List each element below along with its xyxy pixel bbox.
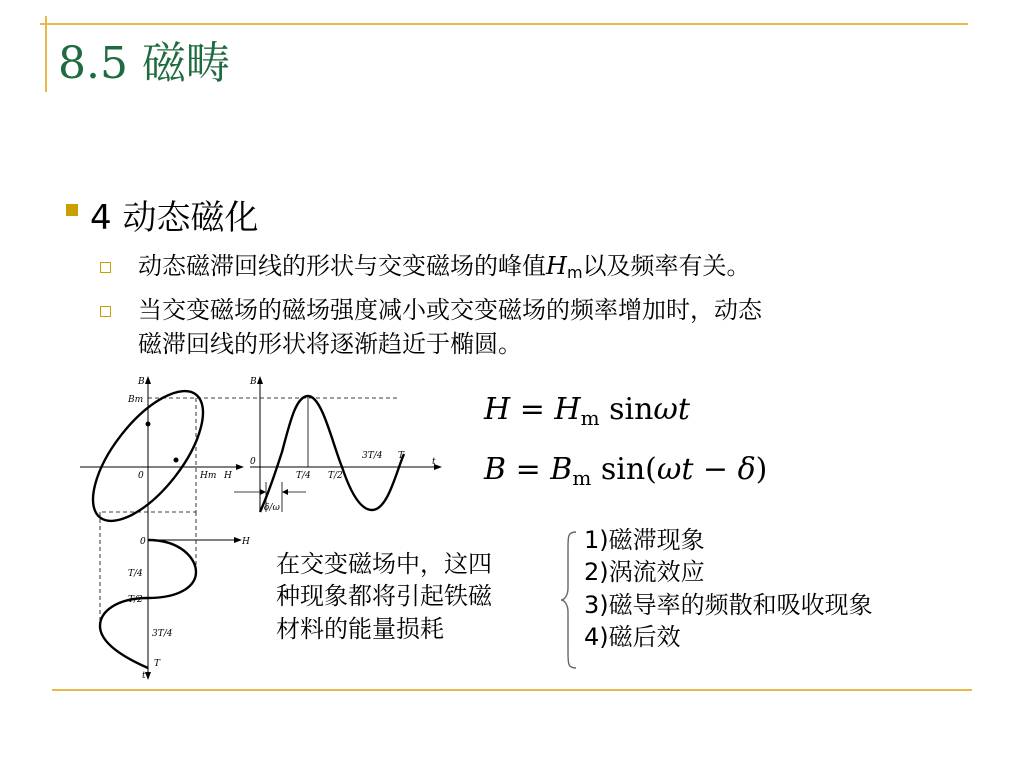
bh-b-arrow [145, 376, 151, 384]
bt-label-T: T [398, 451, 405, 461]
eq1-lhs: H [484, 392, 511, 427]
section-heading-text: 4 动态磁化 [90, 198, 259, 238]
bt-b-arrow [257, 376, 263, 384]
bullet-1-var-sub: m [566, 263, 583, 282]
eq1-sin: sin [609, 392, 654, 427]
bt-delta-head-r [282, 489, 288, 495]
ht-label-t: t [142, 671, 146, 681]
slide-title: 8.5 磁畴 [58, 38, 230, 89]
ht-label-t4: T/4 [128, 569, 143, 579]
bullet-item-1 [100, 250, 960, 286]
eq1-equals: = [519, 392, 545, 427]
bt-delta-head-l [260, 489, 266, 495]
note-line-2: 种现象都将引起铁磁 [276, 582, 492, 611]
bt-label-delta: δ/ω [264, 503, 280, 513]
bh-label-zero: 0 [138, 471, 144, 481]
bullet-box-icon [100, 306, 111, 317]
eq2-sin: sin( [600, 452, 657, 487]
list-item: 1)磁滞现象 [584, 526, 705, 554]
ht-labels [128, 537, 250, 681]
bullet-box-icon [100, 262, 111, 273]
bullet-1-after: 以及频率有关。 [582, 252, 751, 280]
h-time-plot [100, 512, 242, 680]
bh-label-hm: Hm [200, 471, 217, 481]
bullet-1-before: 动态磁滞回线的形状与交变磁场的峰值 [138, 252, 546, 280]
bullet-square-icon [66, 204, 78, 216]
bullet-2-line2: 磁滞回线的形状将逐渐趋近于椭圆。 [138, 329, 522, 358]
bh-label-b: B [138, 377, 145, 387]
bh-h-arrow [236, 464, 244, 470]
bt-label-3t4: 3T/4 [362, 451, 383, 461]
effects-list [584, 524, 873, 654]
list-item: 2)涡流效应 [584, 558, 705, 587]
ht-h-arrow [234, 537, 242, 543]
eq2-equals: = [515, 452, 541, 487]
curly-brace [560, 530, 580, 670]
bh-dot-lower [174, 458, 178, 462]
ht-label-t2: T/2 [128, 595, 143, 605]
ht-label-3t4: 3T/4 [152, 629, 173, 639]
eq1-rhs-sub: m [580, 406, 600, 430]
bh-label-h: H [224, 471, 232, 481]
bh-dot-upper [146, 422, 150, 426]
eq2-arg: ωt − δ [656, 452, 756, 487]
bullet-item-2 [100, 294, 960, 366]
ht-label-h: H [242, 537, 250, 547]
ht-label-T: T [154, 659, 161, 669]
ht-label-zero: 0 [140, 537, 146, 547]
eq1-arg: ωt [653, 392, 690, 427]
bt-label-t2: T/2 [328, 471, 343, 481]
bh-label-bm: Bm [128, 395, 144, 405]
eq2-rhs-sub: m [572, 466, 592, 490]
bullet-1-text [138, 250, 751, 284]
bt-label-zero: 0 [250, 457, 256, 467]
b-time-plot [234, 376, 442, 512]
loss-note [276, 548, 492, 645]
list-item: 3)磁导率的频散和吸收现象 [584, 590, 873, 619]
bullet-1-var: H [546, 252, 567, 280]
ht-t-arrow [145, 672, 151, 680]
bt-label-t: t [432, 457, 436, 467]
note-line-1: 在交变磁场中，这四 [276, 550, 492, 578]
bt-label-t4: T/4 [296, 471, 311, 481]
equation-h [484, 392, 690, 430]
bt-label-b: B [250, 377, 257, 387]
eq2-lhs: B [484, 452, 507, 487]
eq1-rhs-var: H [554, 392, 581, 427]
eq2-rhs-var: B [550, 452, 573, 487]
eq2-close: ) [755, 452, 768, 487]
bullet-2-line1: 当交变磁场的磁场强度减小或交变磁场的频率增加时，动态 [138, 296, 762, 324]
list-item: 4)磁后效 [584, 623, 681, 652]
bh-loop-plot [73, 374, 400, 547]
bt-labels [249, 377, 436, 513]
equation-b [484, 452, 767, 490]
bullet-2-text [138, 294, 762, 361]
note-line-3: 材料的能量损耗 [276, 614, 444, 643]
